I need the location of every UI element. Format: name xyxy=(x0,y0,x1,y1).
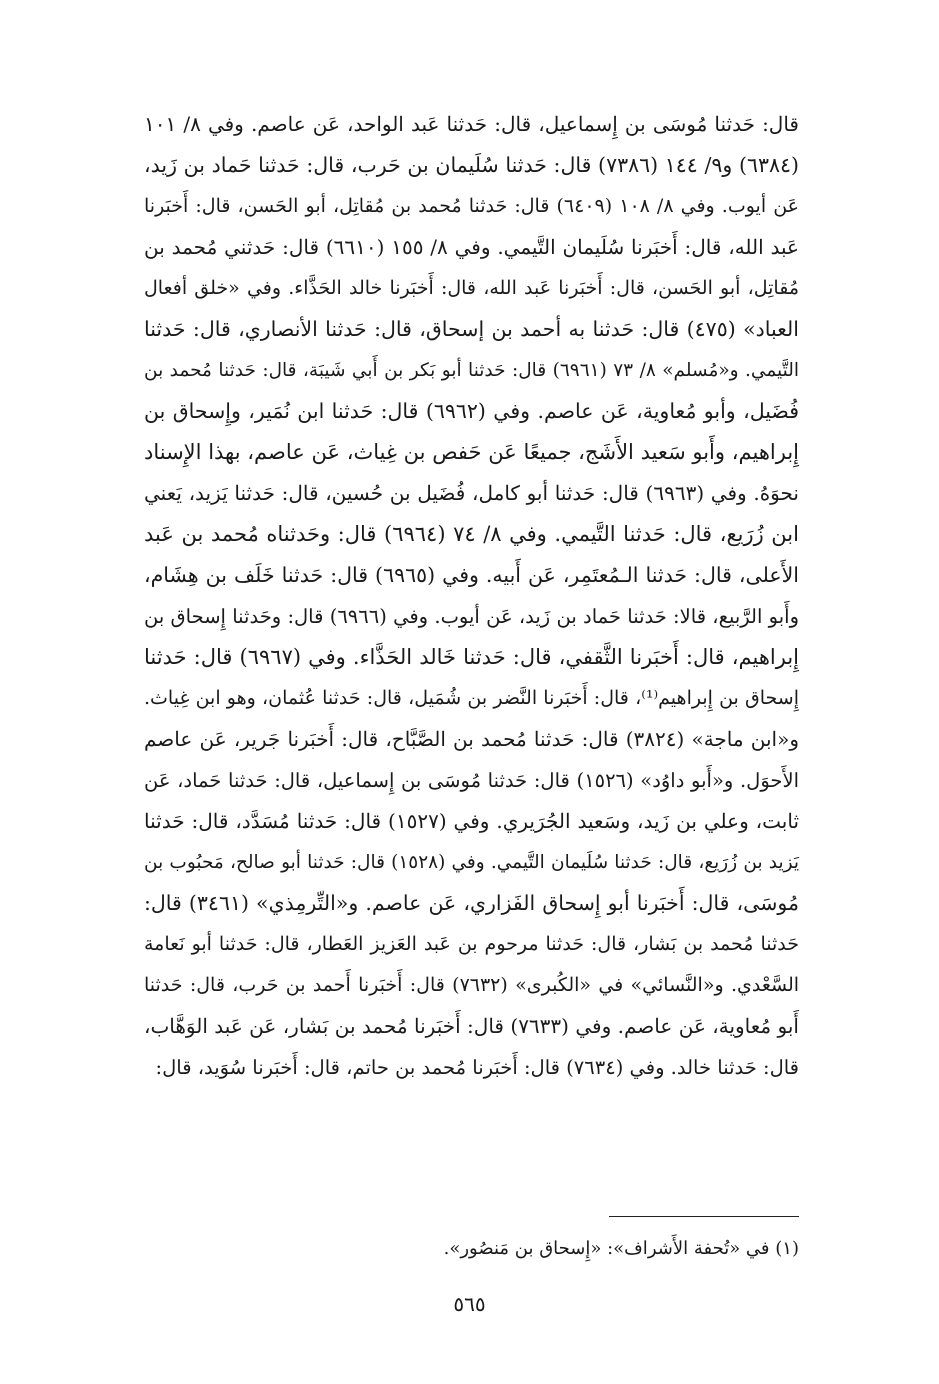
footnote: (١) في «تُحفة الأَشراف»: «إِسحاق بن مَنصُور». xyxy=(443,1238,799,1259)
text-line: عَبد الله، قال: أَخبَرنا سُلَيمان التَّيمي. وفي ٨/ ١٥٥ (٦٦١٠) قال: حَدثني مُحمد بن xyxy=(144,235,799,259)
text-line: السَّعْدي. و«النَّسائي» في «الكُبرى» (٧٦٣٢) قال: أَخبَرنا أَحمد بن حَرب، قال: حَدثنا xyxy=(144,974,800,996)
text-line: و«ابن ماجة» (٣٨٢٤) قال: حَدثنا مُحمد بن الصَّبَّاح، قال: أَخبَرنا جَرير، عَن عاصم xyxy=(144,727,800,751)
text-line: مُقاتِل، أبو الحَسن، قال: أَخبَرنا عَبد الله، قال: أَخبَرنا خالد الحَذَّاء. وفي «خلق أفعال xyxy=(144,277,799,299)
text-line: يَزيد بن زُرَيع، قال: حَدثنا سُلَيمان التَّيمي. وفي (١٥٢٨) قال: حَدثنا أبو صالح، مَحبُوب بن xyxy=(144,852,799,873)
text-line: ثابت، وعلي بن زَيد، وسَعيد الجُرَيري. وفي (١٥٢٧) قال: حَدثنا مُسَدَّد، قال: حَدثنا xyxy=(144,809,800,833)
text-line: وأَبو الرَّبيع، قالا: حَدثنا حَماد بن زَيد، عَن أيوب. وفي (٦٩٦٦) قال: وحَدثنا إِسحاق بن xyxy=(144,605,799,628)
text-line: إِبراهيم، وأَبو سَعيد الأَشَج، جميعًا عَن حَفص بن غِياث، عَن عاصم، بهذا الإِسناد xyxy=(144,440,799,464)
text-line: العباد» (٤٧٥) قال: حَدثنا به أحمد بن إسحاق، قال: حَدثنا الأنصاري، قال: حَدثنا xyxy=(144,317,800,341)
text-line: مُوسَى، قال: أَخبَرنا أبو إِسحاق الفَزاري، عَن عاصم. و«التِّرمِذي» (٣٤٦١) قال: xyxy=(144,891,799,915)
text-line: إِبراهيم، قال: أَخبَرنا الثَّقفي، قال: حَدثنا خَالد الحَذَّاء. وفي (٦٩٦٧) قال: حَدثنا xyxy=(144,645,800,669)
text-line: التَّيمي. و«مُسلم» ٨/ ٧٣ (٦٩٦١) قال: حَدثنا أبو بَكر بن أَبي شَيبَة، قال: حَدثنا مُحمد بن xyxy=(144,360,799,381)
page-number: ٥٦٥ xyxy=(453,1292,486,1316)
text-line: قال: حَدثنا خالد. وفي (٧٦٣٤) قال: أَخبَرنا مُحمد بن حاتم، قال: أَخبَرنا سُوَيد، قال: xyxy=(155,1056,799,1079)
text-line: فُضَيل، وأبو مُعاوية، عَن عاصم. وفي (٦٩٦٢) قال: حَدثنا ابن نُمَير، وإِسحاق بن xyxy=(144,399,799,423)
text-line: الأَعلى، قال: حَدثنا الـمُعتَمِر، عَن أَبيه. وفي (٦٩٦٥) قال: حَدثنا خَلَف بن هِشَام، xyxy=(144,563,799,587)
text-line: قال: حَدثنا مُوسَى بن إِسماعيل، قال: حَدثنا عَبد الواحد، عَن عاصم. وفي ٨/ ١٠١ xyxy=(144,112,799,136)
text-line: (٦٣٨٤) و٩/ ١٤٤ (٧٣٨٦) قال: حَدثنا سُلَيمان بن حَرب، قال: حَدثنا حَماد بن زَيد، xyxy=(144,153,799,177)
text-line: ابن زُرَيع، قال: حَدثنا التَّيمي. وفي ٨/ ٧٤ (٦٩٦٤) قال: وحَدثناه مُحمد بن عَبد xyxy=(144,522,799,546)
text-line: نحوَهُ. وفي (٦٩٦٣) قال: حَدثنا أبو كامل، فُضَيل بن حُسين، قال: حَدثنا يَزيد، يَعني xyxy=(144,481,799,505)
text-line: أَبو مُعاوية، عَن عاصم. وفي (٧٦٣٣) قال: أَخبَرنا مُحمد بن بَشار، عَن عَبد الوَهَّاب، xyxy=(144,1014,799,1038)
text-line: الأَحوَل. و«أَبو داوُد» (١٥٢٦) قال: حَدثنا مُوسَى بن إِسماعيل، قال: حَدثنا حَماد، عَن xyxy=(144,769,799,792)
footnote-divider xyxy=(609,1216,799,1217)
main-text-block xyxy=(144,104,799,1088)
text-line: عَن أيوب. وفي ٨/ ١٠٨ (٦٤٠٩) قال: حَدثنا مُحمد بن مُقاتِل، أبو الحَسن، قال: أَخبَرنا xyxy=(144,195,799,217)
text-line: حَدثنا مُحمد بن بَشار، قال: حَدثنا مرحوم بن عَبد العَزيز العَطار، قال: حَدثنا أبو نَعامة xyxy=(144,933,799,955)
text-line: إِسحاق بن إِبراهيم⁽¹⁾، قال: أَخبَرنا النَّضر بن شُمَيل، قال: حَدثنا عُثمان، وهو ابن غِياث. xyxy=(144,687,800,709)
